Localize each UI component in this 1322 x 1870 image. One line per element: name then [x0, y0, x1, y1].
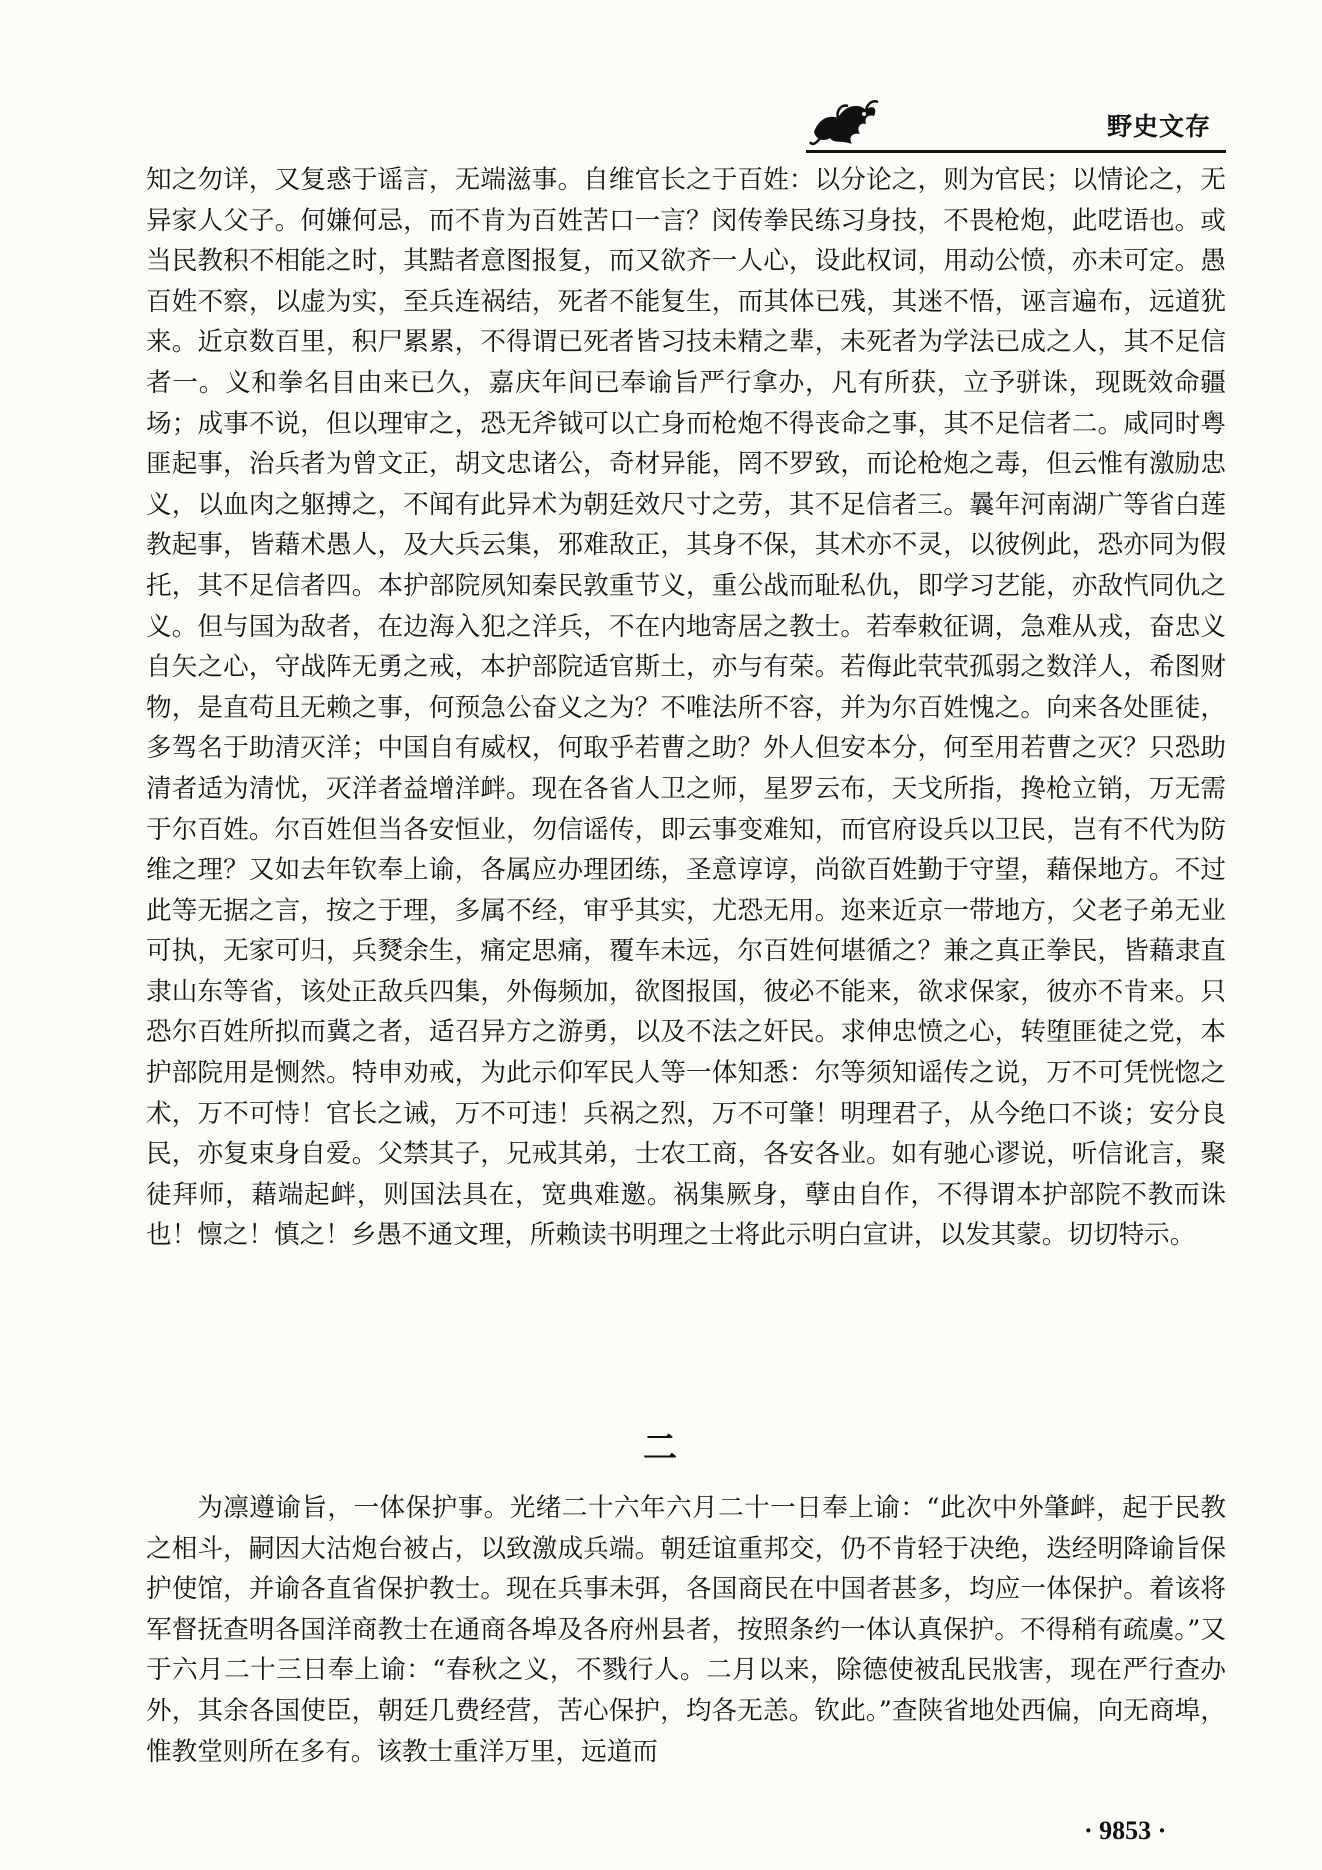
body-paragraph-2: 为凛遵谕旨，一体保护事。光绪二十六年六月二十一日奉上谕：“此次中外肇衅，起于民教之相斗，嗣因大沽炮台被占，以致激成兵端。朝廷谊重邦交，仍不肯轻于决绝，迭经明降谕旨保护使馆，并谕各直省保护教士。现在兵事未弭，各国商民在中国者甚多，均应一体保护。着该将军督抚查明各国洋商教士在通商各埠及各府州县者，按照条约一体认真保护。不得稍有疏虞。”又于六月二十三日奉上谕：“春秋之义，不戮行人。二月以来，除德使被乱民戕害，现在严行查办外，其余各国使臣，朝廷几费经营，苦心保护，均各无恙。钦此。”查陕省地处西偏，向无商埠，惟教堂则所在多有。该教士重洋万里，远道而	[146, 1493, 1226, 1767]
page-header	[0, 0, 1322, 160]
dragon-emblem-icon	[808, 92, 880, 152]
page-number: · 9853 ·	[1084, 1816, 1167, 1845]
header-divider	[806, 150, 1226, 153]
body-paragraph-1: 知之勿详，又复惑于谣言，无端滋事。自维官长之于百姓：以分论之，则为官民；以情论之，无异家人父子。何嫌何忌，而不肯为百姓苦口一言？闵传拳民练习身技，不畏枪炮，此呓语也。或当民教积不相能之时，其黠者意图报复，而又欲齐一人心，设此权词，用动公愤，亦未可定。愚百姓不察，以虚为实，至兵连祸结，死者不能复生，而其体已残，其迷不悟，诬言遍布，远道犹来。近京数百里，积尸累累，不得谓已死者皆习技未精之辈，未死者为学法已成之人，其不足信者一。义和拳名目由来已久，嘉庆年间已奉谕旨严行拿办，凡有所获，立予骈诛，现既效命疆场；成事不说，但以理审之，恐无斧钺可以亡身而枪炮不得丧命之事，其不足信者二。咸同时粤匪起事，治兵者为曾文正，胡文忠诸公，奇材异能，罔不罗致，而论枪炮之毒，但云惟有激励忠义，以血肉之躯搏之，不闻有此异术为朝廷效尺寸之劳，其不足信者三。曩年河南湖广等省白莲教起事，皆藉术愚人，及大兵云集，邪难敌正，其身不保，其术亦不灵，以彼例此，恐亦同为假托，其不足信者四。本护部院夙知秦民敦重节义，重公战而耻私仇，即学习艺能，亦敌忾同仇之义。但与国为敌者，在边海入犯之洋兵，不在内地寄居之教士。若奉敕征调，急难从戎，奋忠义自矢之心，守战阵无勇之戒，本护部院适官斯土，亦与有荣。若侮此茕茕孤弱之数洋人，希图财物，是直苟且无赖之事，何预急公奋义之为？不唯法所不容，并为尔百姓愧之。向来各处匪徒，多驾名于助清灭洋；中国自有威权，何取乎若曹之助？外人但安本分，何至用若曹之灭？只恐助清者适为清忧，灭洋者益增洋衅。现在各省人卫之师，星罗云布，天戈所指，搀枪立销，万无需于尔百姓。尔百姓但当各安恒业，勿信谣传，即云事变难知，而官府设兵以卫民，岂有不代为防维之理？又如去年钦奉上谕，各属应办理团练，圣意谆谆，尚欲百姓勤于守望，藉保地方。不过此等无据之言，按之于理，多属不经，审乎其实，尤恐无用。迩来近京一带地方，父老子弟无业可执，无家可归，兵燹余生，痛定思痛，覆车未远，尔百姓何堪循之？兼之真正拳民，皆藉隶直隶山东等省，该处正敌兵四集，外侮频加，欲图报国，彼必不能来，欲求保家，彼亦不肯来。只恐尔百姓所拟而冀之者，适召异方之游勇，以及不法之奸民。求伸忠愤之心，转堕匪徒之党，本护部院用是恻然。特申劝戒，为此示仰军民人等一体知悉：尔等须知谣传之说，万不可凭恍惚之术，万不可恃！官长之诫，万不可违！兵祸之烈，万不可肇！明理君子，从今绝口不谈；安分良民，亦复束身自爱。父禁其子，兄戒其弟，士农工商，各安各业。如有驰心谬说，听信讹言，聚徒拜师，藉端起衅，则国法具在，宽典难邀。祸集厥身，孽由自作，不得谓本护部院不教而诛也！懔之！慎之！乡愚不通文理，所赖读书明理之士将此示明白宣讲，以发其蒙。切切特示。	[146, 165, 1226, 1251]
book-series-title: 野史文存	[1107, 112, 1212, 141]
section-number: 二	[643, 1428, 679, 1468]
